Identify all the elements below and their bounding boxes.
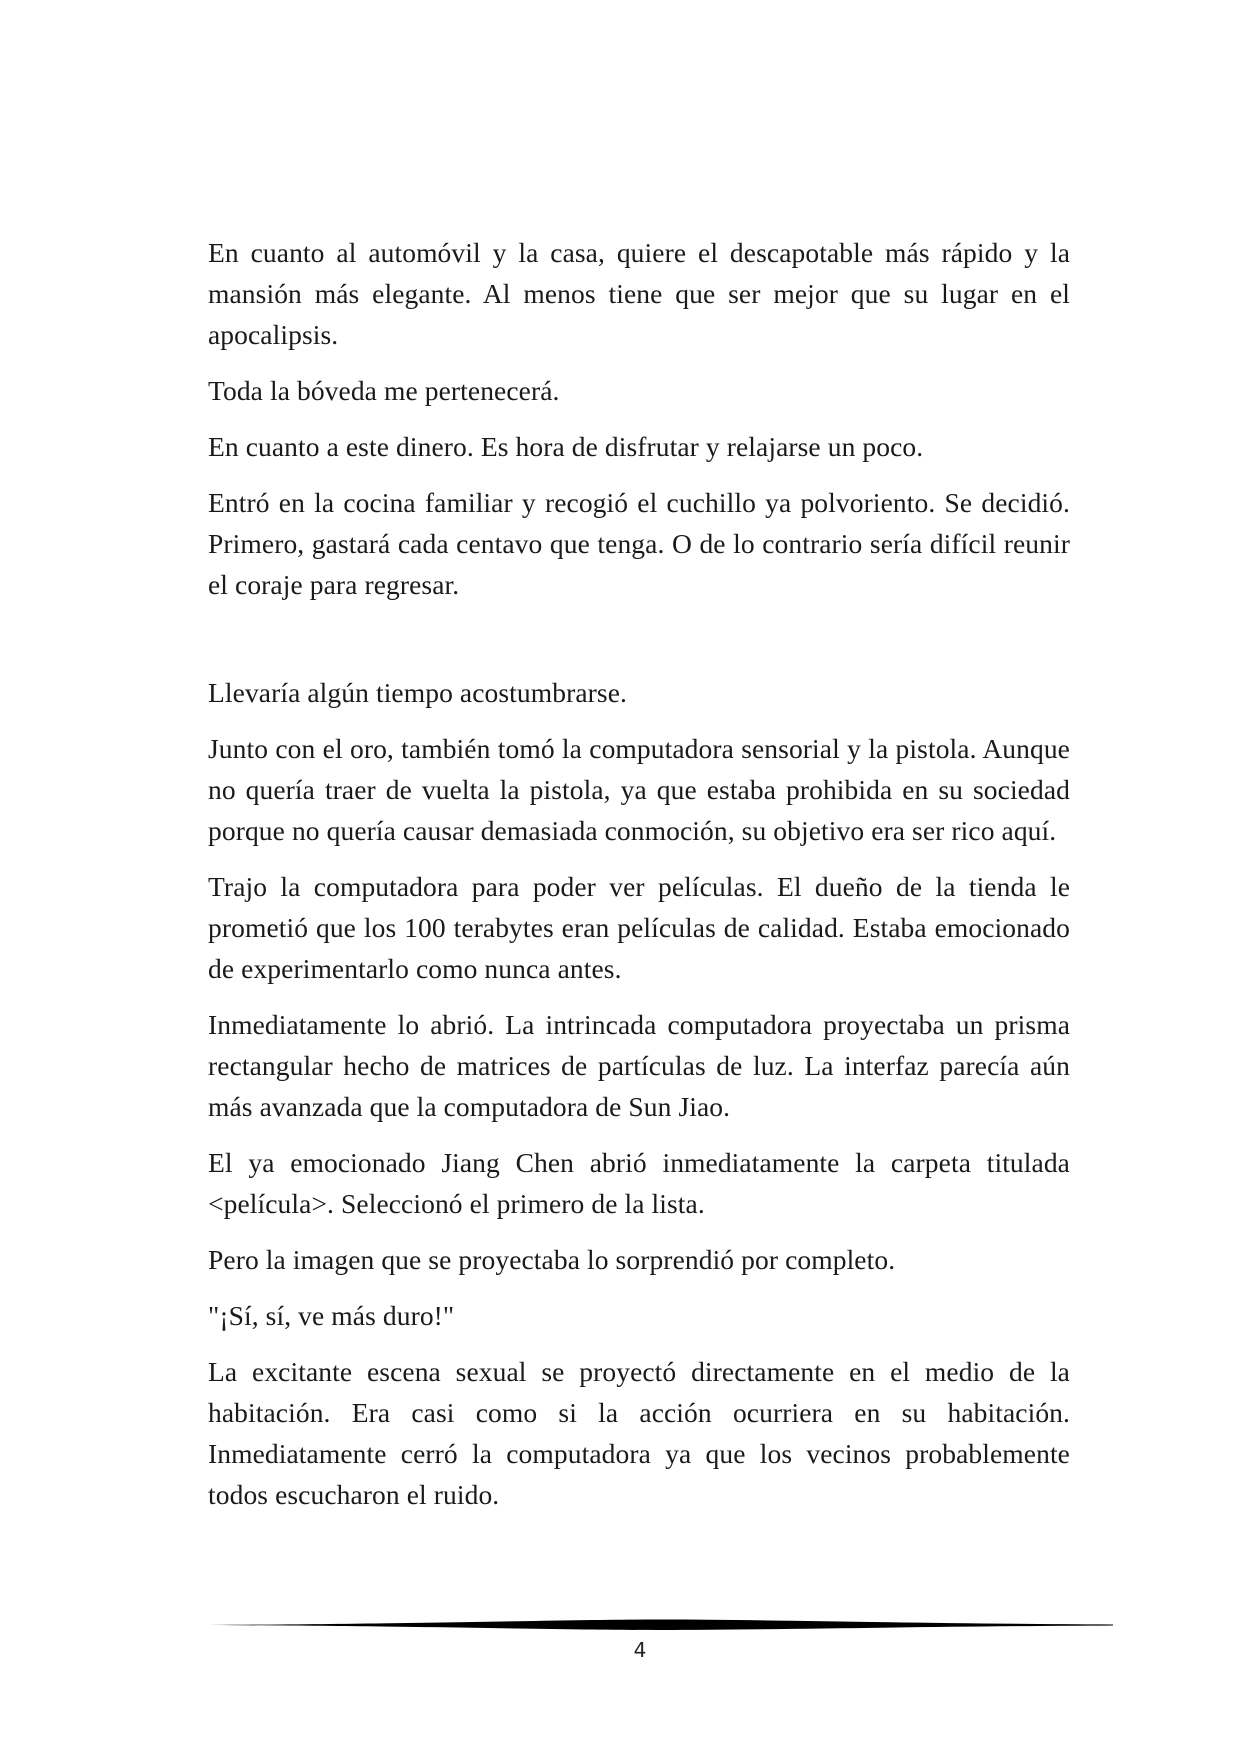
paragraph: En cuanto a este dinero. Es hora de disfrutar y relajarse un poco.: [208, 431, 924, 462]
paragraph: Entró en la cocina familiar y recogió el cuchillo ya polvoriento. Se decidió. Primero, gastará cada centavo que tenga. O de lo contrario sería difícil reunir el coraje para regresar.: [208, 487, 1070, 600]
paragraph: La excitante escena sexual se proyectó directamente en el medio de la habitación. Era casi como si la acción ocurriera en su habitación. Inmediatamente cerró la computadora ya que los vecinos probablemente todos escucharon el ruido.: [208, 1356, 1070, 1510]
paragraph: Toda la bóveda me pertenecerá.: [208, 375, 560, 406]
footer-rule: [208, 1618, 1113, 1632]
paragraph: En cuanto al automóvil y la casa, quiere el descapotable más rápido y la mansión más elegante. Al menos tiene que ser mejor que su lugar en el apocalipsis.: [208, 237, 1070, 350]
page-number: 4: [633, 1638, 647, 1662]
paragraph: "¡Sí, sí, ve más duro!": [208, 1300, 455, 1331]
page-body: [208, 232, 1070, 1530]
paragraph: Pero la imagen que se proyectaba lo sorprendió por completo.: [208, 1244, 896, 1275]
paragraph: El ya emocionado Jiang Chen abrió inmediatamente la carpeta titulada <película>. Seleccionó el primero de la lista.: [208, 1147, 1070, 1219]
paragraph: Inmediatamente lo abrió. La intrincada computadora proyectaba un prisma rectangular hecho de matrices de partículas de luz. La interfaz parecía aún más avanzada que la computadora de Sun Jiao.: [208, 1009, 1070, 1122]
paragraph: Trajo la computadora para poder ver películas. El dueño de la tienda le prometió que los 100 terabytes eran películas de calidad. Estaba emocionado de experimentarlo como nunca antes.: [208, 871, 1070, 984]
paragraph: Junto con el oro, también tomó la computadora sensorial y la pistola. Aunque no quería traer de vuelta la pistola, ya que estaba prohibida en su sociedad porque no quería causar demasiada conmoción, su objetivo era ser rico aquí.: [208, 733, 1070, 846]
section-break: [208, 620, 1070, 672]
paragraph: Llevaría algún tiempo acostumbrarse.: [208, 677, 628, 708]
footer-rule-shape: [208, 1620, 1113, 1631]
